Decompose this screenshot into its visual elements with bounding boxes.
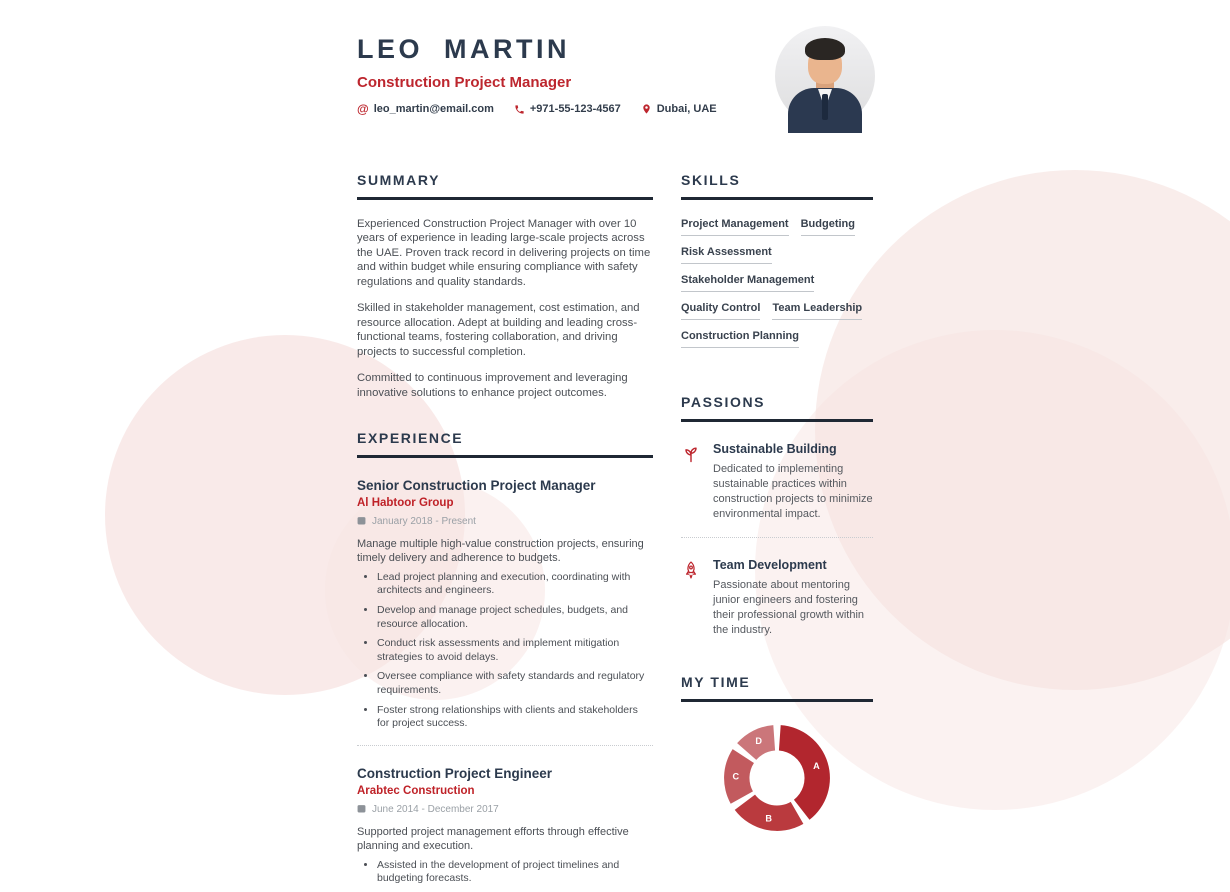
summary-paragraph: Committed to continuous improvement and leveraging innovative solutions to enhance project outcomes.: [357, 372, 628, 399]
email-text: leo_martin@email.com: [373, 103, 494, 115]
skills-title: SKILLS: [681, 172, 873, 200]
phone-text: +971-55-123-4567: [529, 103, 621, 115]
summary-title: SUMMARY: [357, 172, 653, 200]
skill-chip: Risk Assessment: [681, 246, 772, 264]
skill-chip: Stakeholder Management: [681, 274, 814, 292]
donut-segment-label: C: [732, 771, 740, 782]
job-description: Supported project management efforts through effective planning and execution.: [357, 825, 629, 853]
passion-divider: [681, 537, 873, 538]
phone-link[interactable]: [514, 103, 621, 115]
location-pin-icon: [641, 103, 652, 115]
donut-segment-label: B: [765, 813, 773, 824]
skill-chip: Team Leadership: [772, 302, 862, 320]
passions-section: [681, 394, 873, 638]
job-description: Manage multiple high-value construction projects, ensuring timely delivery and adherence to budgets.: [357, 537, 644, 565]
job-entry: [357, 478, 653, 731]
location-text: Dubai, UAE: [656, 103, 717, 115]
skill-chip: Budgeting: [801, 218, 855, 236]
passion-name: Sustainable Building: [713, 442, 837, 456]
job-company: Al Habtoor Group: [357, 496, 454, 509]
passion-item: [681, 558, 873, 637]
donut-segment-label: A: [813, 760, 820, 771]
passion-description: Dedicated to implementing sustainable practices within construction projects to minimize environmental impact.: [713, 463, 873, 520]
resume-header: [357, 34, 873, 140]
summary-paragraph: Skilled in stakeholder management, cost estimation, and resource allocation. Adept at building and leading cross-functional teams, fostering collaboration, and driving projects to successful completion.: [357, 302, 640, 358]
skill-chip: Project Management: [681, 218, 789, 236]
job-role: Senior Construction Project Manager: [357, 477, 596, 493]
skill-chip: Construction Planning: [681, 330, 799, 348]
resume-page: [315, 0, 915, 885]
job-entry: [357, 766, 653, 886]
person-job-title: Construction Project Manager: [357, 74, 572, 91]
calendar-icon: [357, 804, 366, 816]
job-dates: [357, 804, 653, 816]
job-dates-text: January 2018 - Present: [372, 516, 476, 528]
summary-section: [357, 172, 653, 400]
rocket-icon: [681, 558, 703, 637]
job-role: Construction Project Engineer: [357, 765, 553, 781]
job-bullet: • Develop and manage project schedules, budgets, and resource allocation.: [377, 604, 653, 631]
summary-paragraph: Experienced Construction Project Manager with over 10 years of experience in leading large-scale projects across the UAE. Proven track record in delivering projects on time and within budget while ensuring compliance with safety regulations and quality standards.: [357, 218, 651, 288]
skills-list: [681, 218, 873, 358]
passion-item: [681, 442, 873, 521]
left-column: [357, 172, 653, 892]
experience-section: [357, 430, 653, 886]
skills-section: [681, 172, 873, 358]
donut-segment-label: D: [755, 735, 762, 746]
at-icon: @: [357, 102, 369, 116]
job-bullet: • Assisted in the development of project timelines and budgeting forecasts.: [377, 859, 653, 886]
job-bullet-list: [357, 859, 653, 886]
job-bullet: • Conduct risk assessments and implement mitigation strategies to avoid delays.: [377, 637, 653, 664]
mytime-section: [681, 674, 873, 834]
skill-chip: Quality Control: [681, 302, 760, 320]
passion-description: Passionate about mentoring junior engineers and fostering their professional growth within the industry.: [713, 579, 865, 636]
person-name: LEO MARTIN: [357, 34, 570, 64]
experience-title: EXPERIENCE: [357, 430, 653, 458]
profile-photo: [775, 26, 875, 126]
calendar-icon: [357, 516, 366, 528]
location-link[interactable]: [641, 103, 717, 115]
email-link[interactable]: [357, 103, 494, 115]
job-company: Arabtec Construction: [357, 784, 475, 797]
job-bullet: • Oversee compliance with safety standards and regulatory requirements.: [377, 670, 653, 697]
time-donut-chart: [681, 722, 873, 834]
job-bullet: • Lead project planning and execution, coordinating with architects and engineers.: [377, 571, 653, 598]
right-column: [681, 172, 873, 892]
passions-title: PASSIONS: [681, 394, 873, 422]
job-bullet: • Foster strong relationships with clients and stakeholders for project success.: [377, 704, 653, 731]
job-dates: [357, 516, 653, 528]
phone-icon: [514, 104, 525, 115]
passion-name: Team Development: [713, 558, 827, 573]
job-divider: [357, 745, 653, 746]
donut-svg: [721, 722, 833, 834]
mytime-title: MY TIME: [681, 674, 873, 702]
job-dates-text: June 2014 - December 2017: [372, 804, 499, 816]
job-bullet-list: [357, 571, 653, 731]
seedling-icon: [681, 442, 703, 521]
